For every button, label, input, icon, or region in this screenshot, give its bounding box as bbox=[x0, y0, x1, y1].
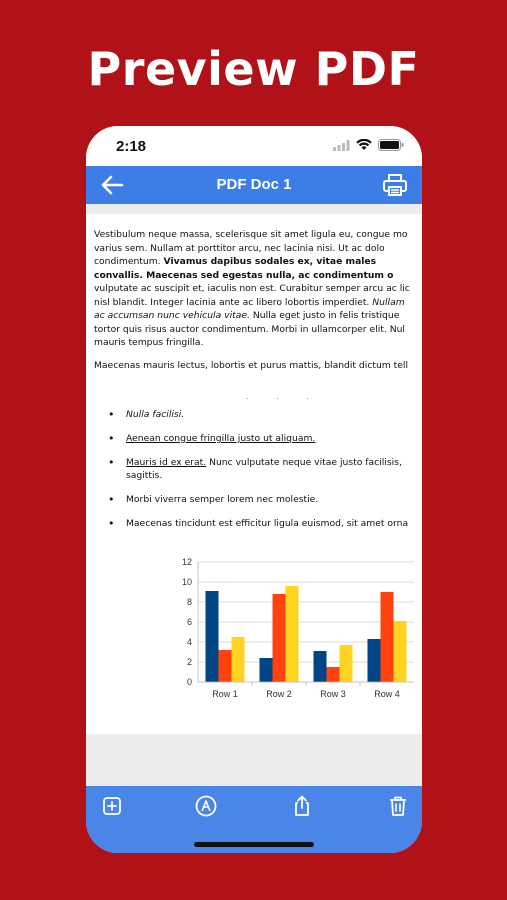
paragraph-line bbox=[94, 296, 422, 310]
text-run: Nullam bbox=[372, 296, 405, 308]
bar bbox=[219, 650, 232, 682]
nav-title: PDF Doc 1 bbox=[216, 176, 292, 193]
delete-button[interactable] bbox=[386, 794, 410, 818]
paragraph-line bbox=[94, 255, 422, 269]
bar bbox=[327, 667, 340, 682]
text-run: Maecenas tincidunt est efficitur ligula euismod, sit amet orna bbox=[126, 518, 409, 529]
bar bbox=[286, 586, 299, 682]
text-run[interactable]: Aenean congue fringilla justo ut aliquam. bbox=[126, 433, 316, 444]
battery-icon bbox=[378, 139, 404, 151]
text-run: Nulla eget justo in felis tristique bbox=[249, 310, 400, 321]
home-indicator bbox=[194, 842, 314, 847]
bullet-item bbox=[108, 517, 422, 530]
bullet-item bbox=[108, 408, 422, 421]
text-run: Nunc vulputate neque vitae justo facilisis, bbox=[206, 457, 402, 468]
bar-chart bbox=[170, 552, 422, 712]
text-run: Vivamus dapibus sodales ex, vitae males bbox=[163, 256, 377, 267]
wifi-icon bbox=[356, 139, 372, 151]
y-tick-label: 12 bbox=[181, 557, 192, 567]
bottom-toolbar bbox=[86, 786, 422, 853]
promo-title: Preview PDF bbox=[87, 42, 420, 96]
bar bbox=[340, 645, 353, 682]
document-paragraph-2: Maecenas mauris lectus, lobortis et purus mattis, blandit dictum tell bbox=[94, 360, 409, 371]
y-tick-label: 8 bbox=[186, 597, 192, 607]
add-page-icon bbox=[100, 794, 124, 818]
bar bbox=[394, 621, 407, 682]
text-run: Vestibulum neque massa, scelerisque sit amet ligula eu, congue mo bbox=[94, 229, 408, 240]
annotate-button[interactable] bbox=[194, 794, 218, 818]
share-button[interactable] bbox=[290, 794, 314, 818]
text-run: vulputate ac suscipit et, iaculis non est. Curabitur semper arcu ac lic bbox=[94, 283, 410, 294]
bar bbox=[260, 658, 273, 682]
paragraph-line bbox=[94, 242, 422, 256]
bar bbox=[381, 592, 394, 682]
pdf-page[interactable] bbox=[86, 214, 422, 734]
bar bbox=[232, 637, 245, 682]
x-tick-label: Row 3 bbox=[320, 689, 346, 699]
bullet-list bbox=[108, 408, 422, 541]
status-icons bbox=[333, 139, 404, 151]
text-run: mauris tempus fringilla. bbox=[94, 337, 204, 348]
text-run[interactable]: Mauris id ex erat. bbox=[126, 457, 207, 468]
print-button[interactable] bbox=[382, 173, 408, 197]
paragraph-line bbox=[94, 269, 422, 283]
text-run: varius sem. Nullam at porttitor arcu, nec lacinia nisi. Ut ac dolo bbox=[94, 242, 385, 254]
text-run: convallis. Maecenas sed egestas nulla, ac condimentum o bbox=[94, 269, 394, 281]
bar bbox=[368, 639, 381, 682]
x-tick-label: Row 4 bbox=[374, 689, 400, 699]
printer-icon bbox=[382, 173, 408, 197]
y-tick-label: 0 bbox=[186, 677, 192, 687]
text-run: tortor quis risus auctor condimentum. Morbi in ullamcorper elit. Nul bbox=[94, 323, 405, 335]
bar bbox=[314, 651, 327, 682]
x-tick-label: Row 2 bbox=[266, 689, 292, 699]
bar bbox=[273, 594, 286, 682]
text-run: ac accumsan nunc vehicula vitae. bbox=[94, 310, 250, 321]
paragraph-line bbox=[94, 323, 422, 337]
document-paragraph-1 bbox=[94, 228, 422, 350]
bullet-item bbox=[108, 456, 422, 482]
share-icon bbox=[290, 794, 314, 818]
x-tick-label: Row 1 bbox=[212, 689, 238, 699]
bar bbox=[206, 591, 219, 682]
y-tick-label: 2 bbox=[186, 657, 192, 667]
nav-bar bbox=[86, 166, 422, 204]
y-tick-label: 10 bbox=[181, 577, 192, 587]
signal-icon bbox=[333, 140, 350, 151]
text-run: Morbi viverra semper lorem nec molestie. bbox=[126, 494, 319, 505]
annotate-pen-icon bbox=[194, 794, 218, 818]
paragraph-line bbox=[94, 309, 422, 323]
paragraph-line bbox=[94, 336, 422, 350]
status-bar bbox=[86, 126, 422, 166]
text-run: sagittis. bbox=[126, 470, 163, 481]
page-dots: ... bbox=[246, 392, 337, 401]
document-viewer[interactable] bbox=[86, 204, 422, 786]
text-run: nisl blandit. Integer lacinia ante ac libero lobortis imperdiet. bbox=[94, 296, 373, 308]
paragraph-line bbox=[94, 228, 422, 242]
trash-icon bbox=[386, 794, 410, 818]
bullet-item bbox=[108, 432, 422, 445]
text-run: Nulla facilisi. bbox=[126, 409, 185, 420]
phone-screen bbox=[86, 126, 422, 853]
text-run: condimentum. bbox=[94, 256, 164, 267]
status-time: 2:18 bbox=[116, 138, 147, 155]
paragraph-line bbox=[94, 282, 422, 296]
y-tick-label: 6 bbox=[186, 617, 192, 627]
add-page-button[interactable] bbox=[100, 794, 124, 818]
y-tick-label: 4 bbox=[186, 637, 192, 647]
bullet-item bbox=[108, 493, 422, 506]
